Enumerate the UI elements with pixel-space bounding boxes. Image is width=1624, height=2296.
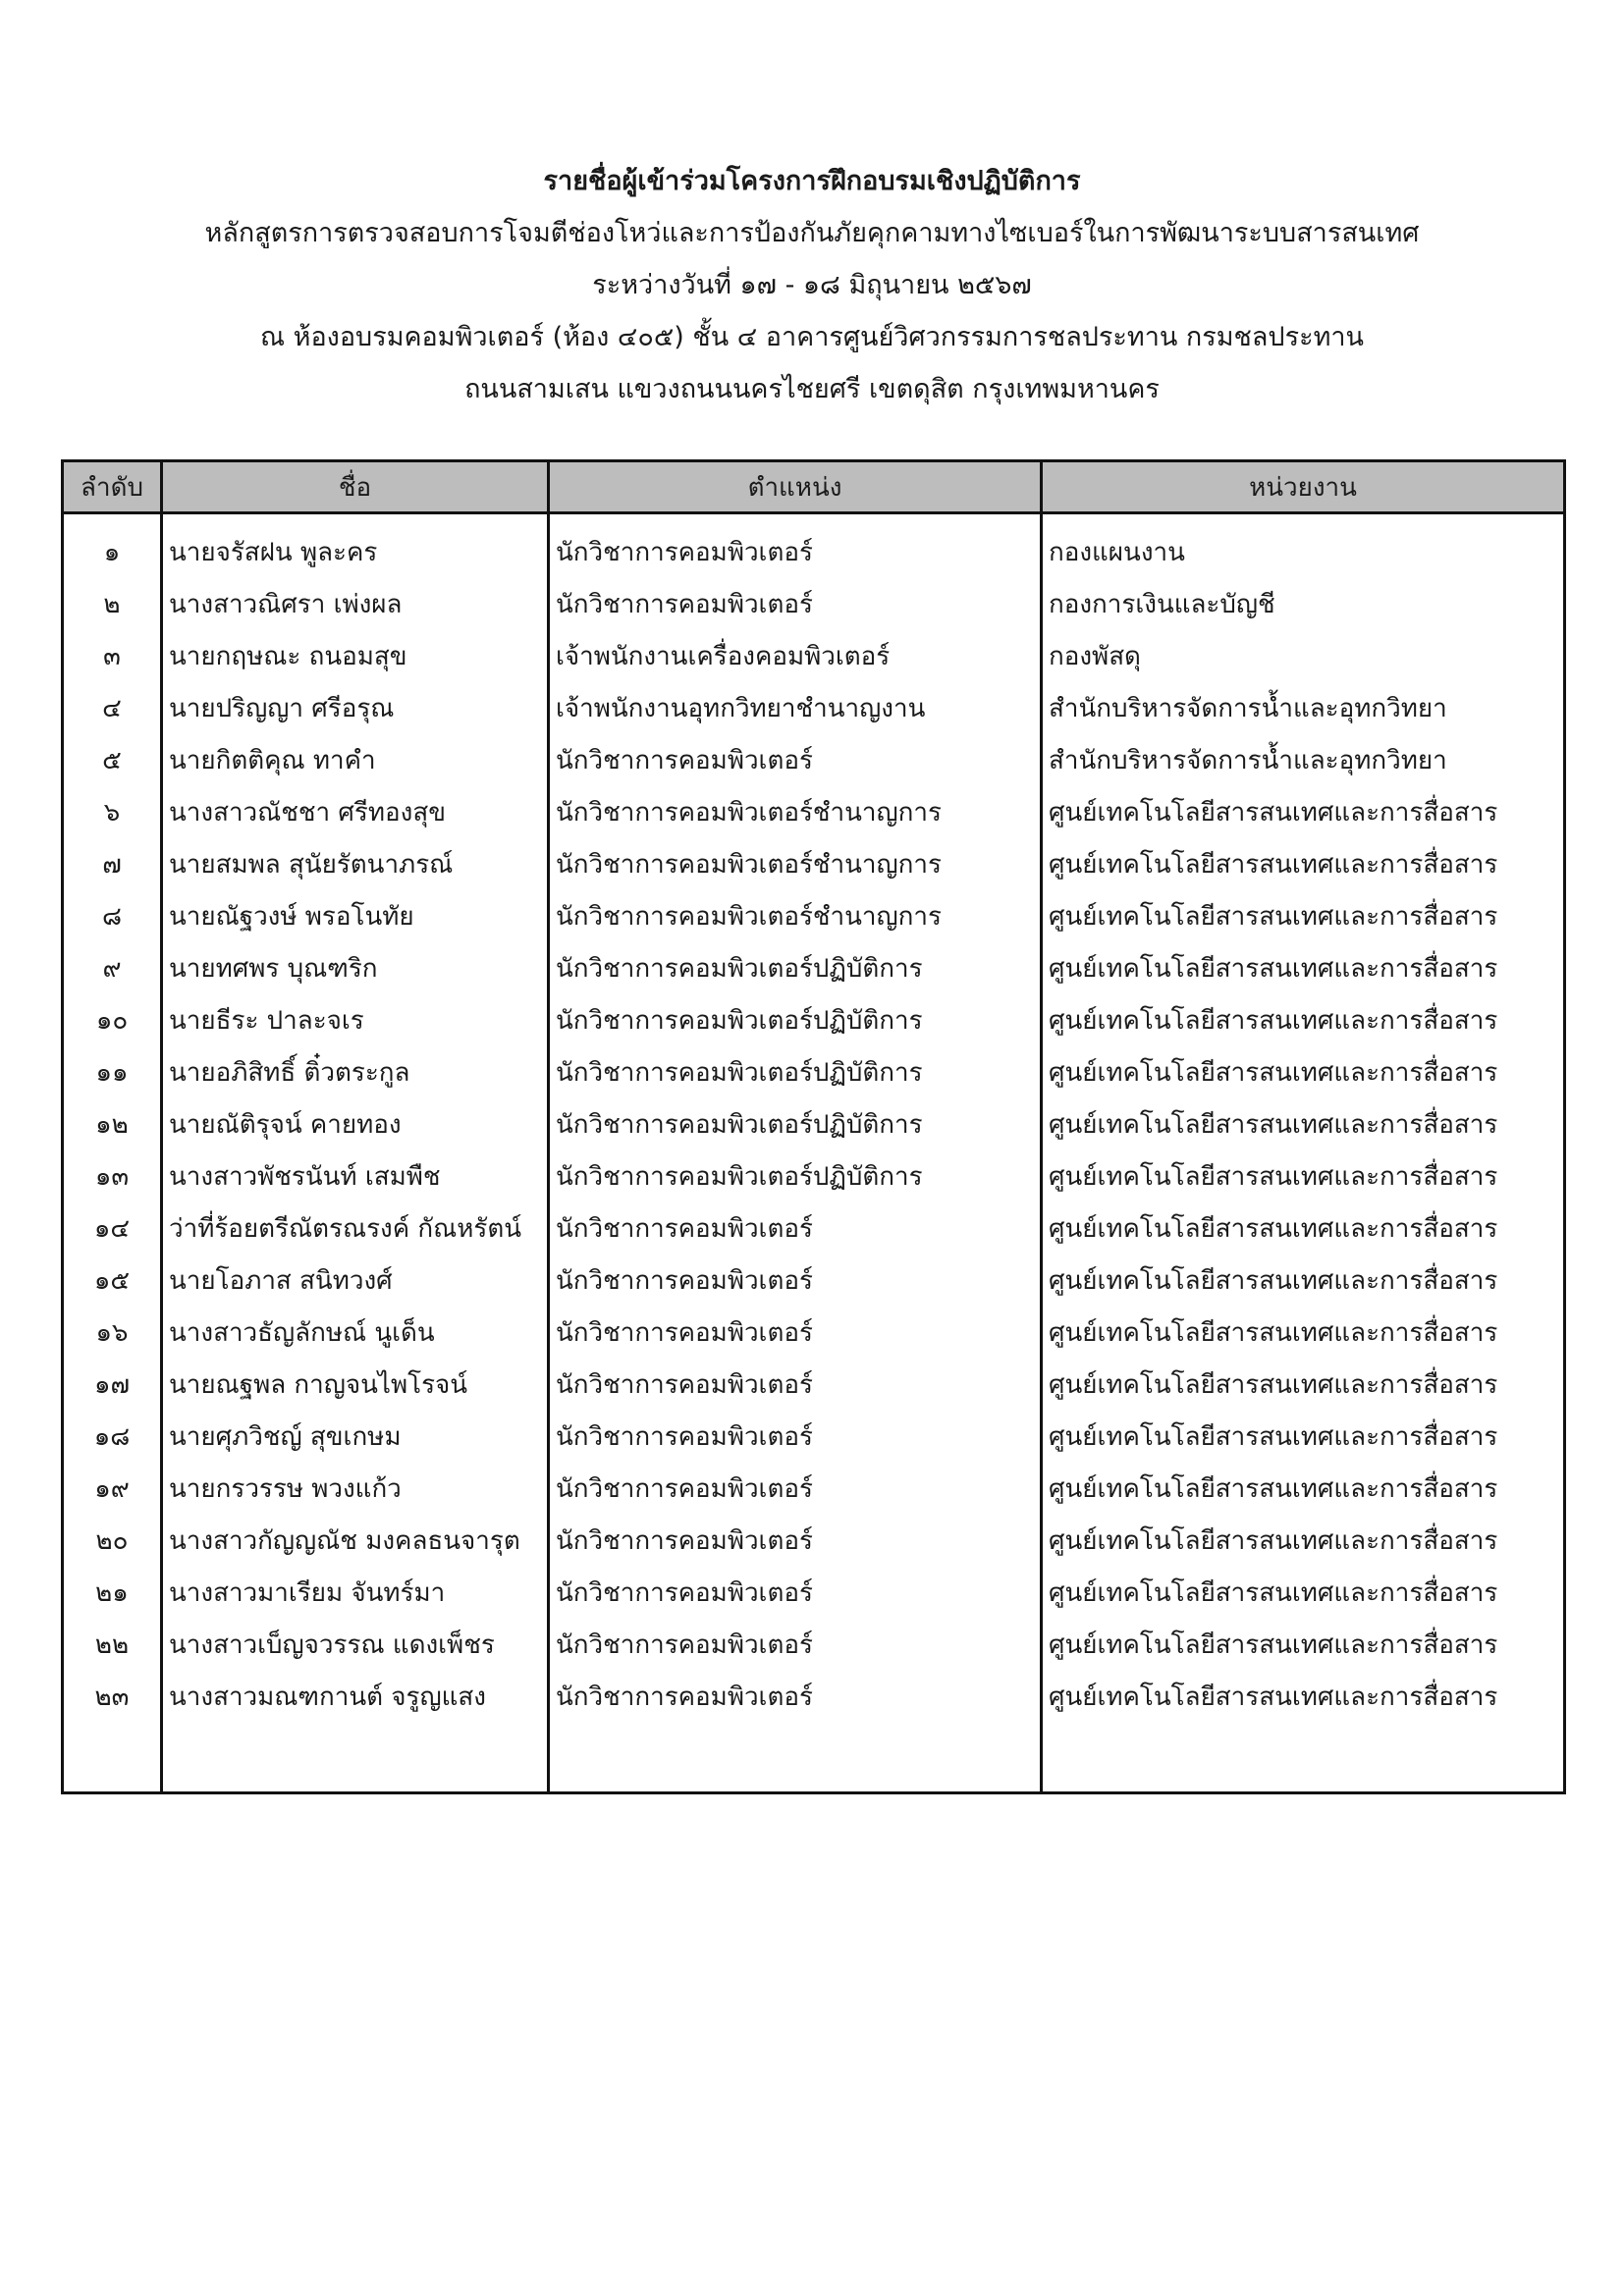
cell-unit: ศูนย์เทคโนโลยีสารสนเทศและการสื่อสาร bbox=[1042, 942, 1565, 994]
table-row bbox=[63, 682, 1565, 734]
cell-unit: ศูนย์เทคโนโลยีสารสนเทศและการสื่อสาร bbox=[1042, 1359, 1565, 1411]
cell-name: นางสาวณัชชา ศรีทองสุข bbox=[162, 786, 549, 838]
cell-position: นักวิชาการคอมพิวเตอร์ bbox=[549, 513, 1042, 579]
cell-unit: สำนักบริหารจัดการน้ำและอุทกวิทยา bbox=[1042, 734, 1565, 786]
table-row bbox=[63, 734, 1565, 786]
cell-name: นายกรวรรษ พวงแก้ว bbox=[162, 1463, 549, 1515]
cell-position: นักวิชาการคอมพิวเตอร์ bbox=[549, 1359, 1042, 1411]
venue-address: ถนนสามเสน แขวงถนนนครไชยศรี เขตดุสิต กรุงเทพมหานคร bbox=[464, 374, 1160, 404]
table-row bbox=[63, 994, 1565, 1046]
table-row bbox=[63, 1307, 1565, 1359]
table-row bbox=[63, 578, 1565, 630]
cell-name: นางสาวพัชรนันท์ เสมพืช bbox=[162, 1150, 549, 1202]
table-row bbox=[63, 1255, 1565, 1307]
cell-no: ๗ bbox=[63, 838, 162, 890]
cell-no: ๑๐ bbox=[63, 994, 162, 1046]
cell-no: ๑ bbox=[63, 513, 162, 579]
cell-name: นายสมพล สุนัยรัตนาภรณ์ bbox=[162, 838, 549, 890]
cell-unit: ศูนย์เทคโนโลยีสารสนเทศและการสื่อสาร bbox=[1042, 1150, 1565, 1202]
cell-position: เจ้าพนักงานเครื่องคอมพิวเตอร์ bbox=[549, 630, 1042, 682]
cell-unit: ศูนย์เทคโนโลยีสารสนเทศและการสื่อสาร bbox=[1042, 838, 1565, 890]
cell-position: นักวิชาการคอมพิวเตอร์ bbox=[549, 734, 1042, 786]
table-row bbox=[63, 513, 1565, 579]
table-body bbox=[63, 513, 1565, 1793]
cell-no: ๑๕ bbox=[63, 1255, 162, 1307]
table-row bbox=[63, 1619, 1565, 1671]
table-row bbox=[63, 1671, 1565, 1723]
table-row bbox=[63, 838, 1565, 890]
cell-position: เจ้าพนักงานอุทกวิทยาชำนาญงาน bbox=[549, 682, 1042, 734]
cell-unit: ศูนย์เทคโนโลยีสารสนเทศและการสื่อสาร bbox=[1042, 1098, 1565, 1150]
cell-no: ๒๓ bbox=[63, 1671, 162, 1723]
table-row bbox=[63, 1463, 1565, 1515]
cell-position: นักวิชาการคอมพิวเตอร์ปฏิบัติการ bbox=[549, 942, 1042, 994]
cell-name: นางสาวธัญลักษณ์ นูเด็น bbox=[162, 1307, 549, 1359]
column-header-name: ชื่อ bbox=[162, 461, 549, 513]
cell-no: ๕ bbox=[63, 734, 162, 786]
cell-no: ๑๗ bbox=[63, 1359, 162, 1411]
cell-unit: กองการเงินและบัญชี bbox=[1042, 578, 1565, 630]
cell-position: นักวิชาการคอมพิวเตอร์ปฏิบัติการ bbox=[549, 1046, 1042, 1098]
cell-position: นักวิชาการคอมพิวเตอร์ชำนาญการ bbox=[549, 838, 1042, 890]
cell-unit: ศูนย์เทคโนโลยีสารสนเทศและการสื่อสาร bbox=[1042, 1619, 1565, 1671]
table-row bbox=[63, 1098, 1565, 1150]
column-header-unit: หน่วยงาน bbox=[1042, 461, 1565, 513]
cell-name: นายณัฐวงษ์ พรอโนทัย bbox=[162, 890, 549, 942]
cell-name: นายปริญญา ศรีอรุณ bbox=[162, 682, 549, 734]
cell-unit: ศูนย์เทคโนโลยีสารสนเทศและการสื่อสาร bbox=[1042, 786, 1565, 838]
cell-position: นักวิชาการคอมพิวเตอร์ชำนาญการ bbox=[549, 890, 1042, 942]
cell-name: นายกฤษณะ ถนอมสุข bbox=[162, 630, 549, 682]
cell-name: นางสาวเบ็ญจวรรณ แดงเพ็ชร bbox=[162, 1619, 549, 1671]
cell-no: ๑๑ bbox=[63, 1046, 162, 1098]
cell-name: นางสาวกัญญณัช มงคลธนจารุต bbox=[162, 1515, 549, 1567]
cell-position: นักวิชาการคอมพิวเตอร์ bbox=[549, 1619, 1042, 1671]
cell-position: นักวิชาการคอมพิวเตอร์ปฏิบัติการ bbox=[549, 1098, 1042, 1150]
cell-position: นักวิชาการคอมพิวเตอร์ bbox=[549, 1255, 1042, 1307]
cell-no: ๒๑ bbox=[63, 1567, 162, 1619]
cell-position: นักวิชาการคอมพิวเตอร์ปฏิบัติการ bbox=[549, 994, 1042, 1046]
cell-no: ๒๐ bbox=[63, 1515, 162, 1567]
table-row bbox=[63, 1150, 1565, 1202]
participant-table bbox=[61, 459, 1566, 1794]
cell-name: นายจรัสฝน พูละคร bbox=[162, 513, 549, 579]
course-name: หลักสูตรการตรวจสอบการโจมตีช่องโหว่และการป้องกันภัยคุกคามทางไซเบอร์ในการพัฒนาระบบสารสนเทศ bbox=[204, 218, 1420, 248]
cell-name: นางสาวมาเรียม จันทร์มา bbox=[162, 1567, 549, 1619]
cell-name: นางสาวมณฑกานต์ จรูญแสง bbox=[162, 1671, 549, 1723]
cell-position: นักวิชาการคอมพิวเตอร์ bbox=[549, 1202, 1042, 1255]
cell-unit: กองแผนงาน bbox=[1042, 513, 1565, 579]
cell-name: นายศุภวิชญ์ สุขเกษม bbox=[162, 1411, 549, 1463]
cell-position: นักวิชาการคอมพิวเตอร์ bbox=[549, 1463, 1042, 1515]
cell-name: นายกิตติคุณ ทาคำ bbox=[162, 734, 549, 786]
cell-position: นักวิชาการคอมพิวเตอร์ชำนาญการ bbox=[549, 786, 1042, 838]
table-row bbox=[63, 1202, 1565, 1255]
cell-unit: ศูนย์เทคโนโลยีสารสนเทศและการสื่อสาร bbox=[1042, 1202, 1565, 1255]
cell-name: นายโอภาส สนิทวงศ์ bbox=[162, 1255, 549, 1307]
table-row bbox=[63, 786, 1565, 838]
cell-no: ๑๓ bbox=[63, 1150, 162, 1202]
cell-unit: ศูนย์เทคโนโลยีสารสนเทศและการสื่อสาร bbox=[1042, 1307, 1565, 1359]
table-row bbox=[63, 1411, 1565, 1463]
table-filler-row bbox=[63, 1723, 1565, 1793]
cell-no: ๒๒ bbox=[63, 1619, 162, 1671]
cell-unit: ศูนย์เทคโนโลยีสารสนเทศและการสื่อสาร bbox=[1042, 1046, 1565, 1098]
cell-unit: ศูนย์เทคโนโลยีสารสนเทศและการสื่อสาร bbox=[1042, 1255, 1565, 1307]
cell-position: นักวิชาการคอมพิวเตอร์ bbox=[549, 1671, 1042, 1723]
cell-name: ว่าที่ร้อยตรีณัตรณรงค์ กัณหรัตน์ bbox=[162, 1202, 549, 1255]
filler-cell bbox=[162, 1723, 549, 1793]
cell-position: นักวิชาการคอมพิวเตอร์ปฏิบัติการ bbox=[549, 1150, 1042, 1202]
cell-name: นายอภิสิทธิ์ ติ๋วตระกูล bbox=[162, 1046, 549, 1098]
cell-unit: ศูนย์เทคโนโลยีสารสนเทศและการสื่อสาร bbox=[1042, 1515, 1565, 1567]
cell-no: ๘ bbox=[63, 890, 162, 942]
table-row bbox=[63, 1359, 1565, 1411]
cell-name: นายธีระ ปาละจเร bbox=[162, 994, 549, 1046]
cell-position: นักวิชาการคอมพิวเตอร์ bbox=[549, 1307, 1042, 1359]
cell-no: ๑๘ bbox=[63, 1411, 162, 1463]
table-row bbox=[63, 942, 1565, 994]
cell-no: ๑๒ bbox=[63, 1098, 162, 1150]
filler-cell bbox=[549, 1723, 1042, 1793]
cell-no: ๙ bbox=[63, 942, 162, 994]
cell-name: นายณัติรุจน์ คายทอง bbox=[162, 1098, 549, 1150]
training-dates: ระหว่างวันที่ ๑๗ - ๑๘ มิถุนายน ๒๕๖๗ bbox=[592, 270, 1032, 300]
cell-name: นางสาวณิศรา เพ่งผล bbox=[162, 578, 549, 630]
cell-unit: ศูนย์เทคโนโลยีสารสนเทศและการสื่อสาร bbox=[1042, 1671, 1565, 1723]
training-venue: ณ ห้องอบรมคอมพิวเตอร์ (ห้อง ๔๐๕) ชั้น ๔ อาคารศูนย์วิศวกรรมการชลประทาน กรมชลประทาน bbox=[260, 322, 1364, 352]
cell-unit: ศูนย์เทคโนโลยีสารสนเทศและการสื่อสาร bbox=[1042, 1411, 1565, 1463]
column-header-no: ลำดับ bbox=[63, 461, 162, 513]
table-header-row bbox=[63, 461, 1565, 513]
document-title: รายชื่อผู้เข้าร่วมโครงการฝึกอบรมเชิงปฏิบัติการ bbox=[543, 166, 1081, 196]
column-header-position: ตำแหน่ง bbox=[549, 461, 1042, 513]
cell-unit: ศูนย์เทคโนโลยีสารสนเทศและการสื่อสาร bbox=[1042, 1567, 1565, 1619]
document-header bbox=[0, 155, 1624, 415]
filler-cell bbox=[63, 1723, 162, 1793]
table-row bbox=[63, 1046, 1565, 1098]
cell-no: ๓ bbox=[63, 630, 162, 682]
cell-no: ๑๙ bbox=[63, 1463, 162, 1515]
cell-no: ๑๔ bbox=[63, 1202, 162, 1255]
cell-name: นายทศพร บุณฑริก bbox=[162, 942, 549, 994]
table-row bbox=[63, 1515, 1565, 1567]
table-row bbox=[63, 1567, 1565, 1619]
cell-name: นายณฐพล กาญจนไพโรจน์ bbox=[162, 1359, 549, 1411]
cell-no: ๑๖ bbox=[63, 1307, 162, 1359]
cell-unit: ศูนย์เทคโนโลยีสารสนเทศและการสื่อสาร bbox=[1042, 994, 1565, 1046]
cell-position: นักวิชาการคอมพิวเตอร์ bbox=[549, 1411, 1042, 1463]
cell-unit: สำนักบริหารจัดการน้ำและอุทกวิทยา bbox=[1042, 682, 1565, 734]
table-row bbox=[63, 890, 1565, 942]
cell-unit: กองพัสดุ bbox=[1042, 630, 1565, 682]
cell-no: ๒ bbox=[63, 578, 162, 630]
cell-no: ๖ bbox=[63, 786, 162, 838]
table-row bbox=[63, 630, 1565, 682]
cell-position: นักวิชาการคอมพิวเตอร์ bbox=[549, 1515, 1042, 1567]
cell-position: นักวิชาการคอมพิวเตอร์ bbox=[549, 578, 1042, 630]
cell-unit: ศูนย์เทคโนโลยีสารสนเทศและการสื่อสาร bbox=[1042, 1463, 1565, 1515]
cell-no: ๔ bbox=[63, 682, 162, 734]
cell-position: นักวิชาการคอมพิวเตอร์ bbox=[549, 1567, 1042, 1619]
cell-unit: ศูนย์เทคโนโลยีสารสนเทศและการสื่อสาร bbox=[1042, 890, 1565, 942]
filler-cell bbox=[1042, 1723, 1565, 1793]
